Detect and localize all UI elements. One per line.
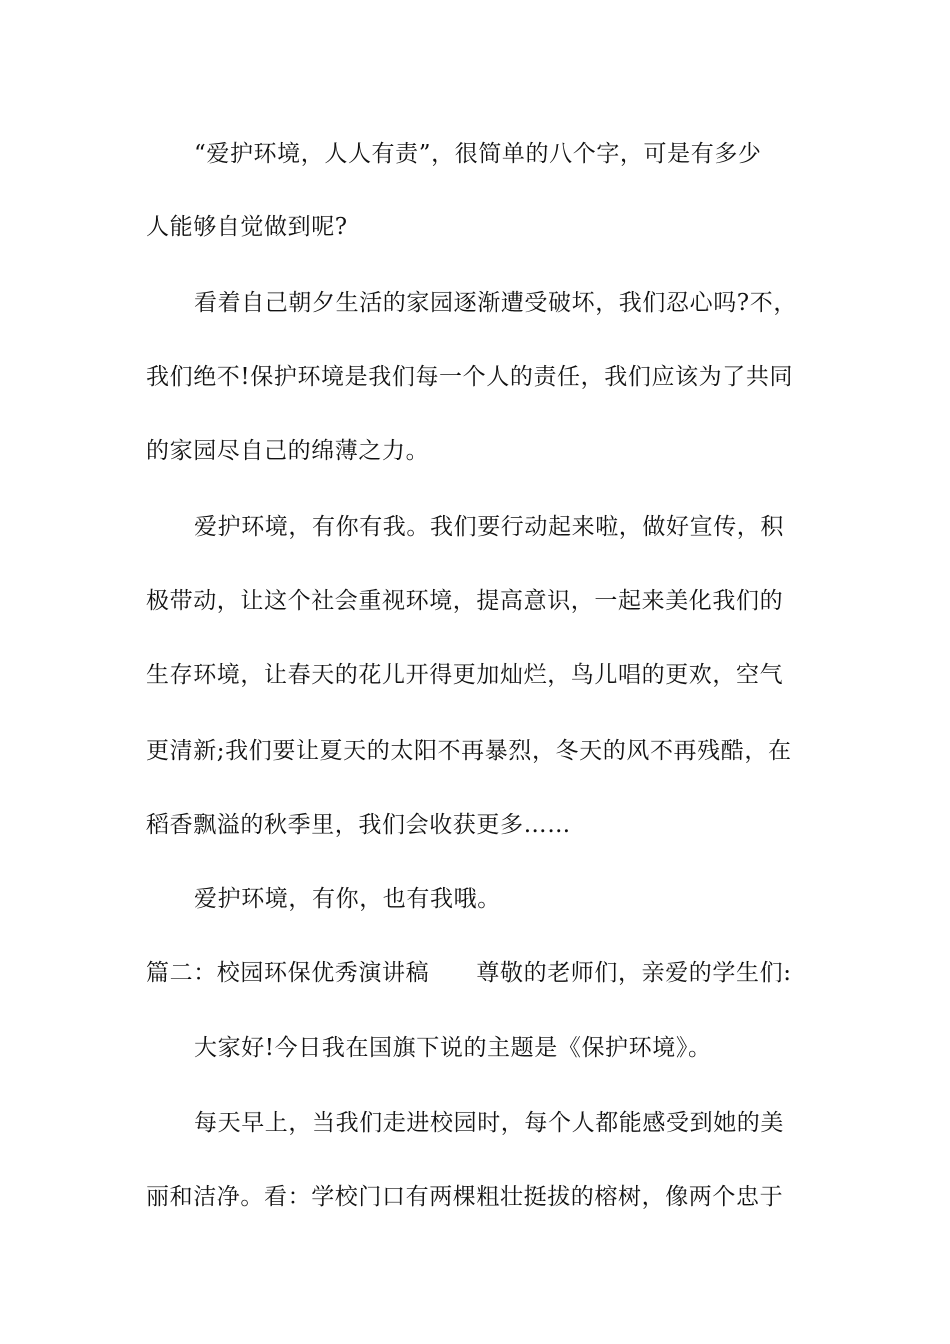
text-line-8: 生存环境，让春天的花儿开得更加灿烂，鸟儿唱的更欢，空气 [146,662,784,688]
text-line-4: 我们绝不!保护环境是我们每一个人的责任，我们应该为了共同 [146,364,794,390]
text-line-2: 人能够自觉做到呢? [146,214,348,240]
text-line-14: 每天早上，当我们走进校园时，每个人都能感受到她的美 [194,1110,784,1136]
text-line-13: 大家好!今日我在国旗下说的主题是《保护环境》。 [194,1035,712,1061]
text-line-11: 爱护环境，有你，也有我哦。 [194,886,501,912]
text-line-15: 丽和洁净。看：学校门口有两棵粗壮挺拔的榕树，像两个忠于 [146,1184,784,1210]
text-line-7: 极带动，让这个社会重视环境，提高意识，一起来美化我们的 [146,588,784,614]
text-line-10: 稻香飘溢的秋季里，我们会收获更多…… [146,812,571,838]
section-heading-line: 篇二：校园环保优秀演讲稿 尊敬的老师们，亲爱的学生们: [146,960,792,986]
text-line-3: 看着自己朝夕生活的家园逐渐遭受破坏，我们忍心吗?不， [194,290,797,316]
text-line-9: 更清新;我们要让夏天的太阳不再暴烈，冬天的风不再残酷，在 [146,738,792,764]
text-line-5: 的家园尽自己的绵薄之力。 [146,438,430,464]
text-line-1: “爱护环境，人人有责”，很简单的八个字，可是有多少 [194,141,762,167]
text-line-6: 爱护环境，有你有我。我们要行动起来啦，做好宣传，积 [194,514,784,540]
